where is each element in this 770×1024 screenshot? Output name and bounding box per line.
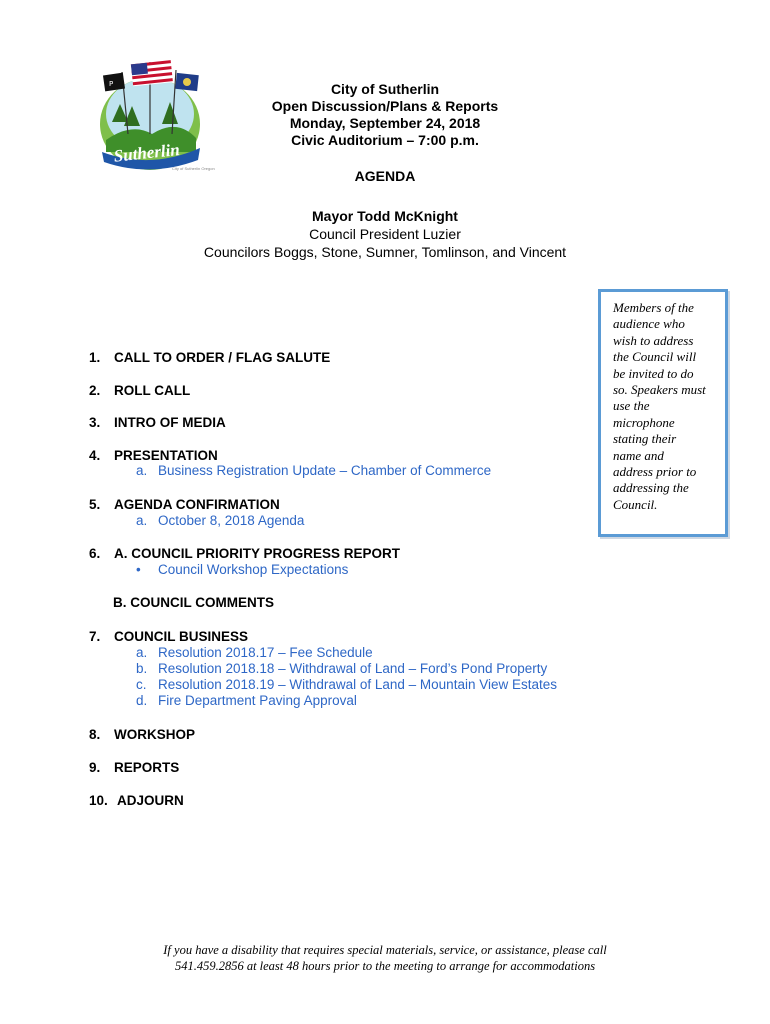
meeting-title: Open Discussion/Plans & Reports [271,98,499,114]
logo-wordmark: Sutherlin [112,139,181,166]
logo-caption: City of Sutherlin Oregon [172,166,215,171]
agenda-item-7c[interactable]: c. Resolution 2018.19 – Withdrawal of Land – Mountain View Estates [136,677,557,692]
agenda-item-2: 2. ROLL CALL [89,383,191,398]
agenda-item-6: 6. A. COUNCIL PRIORITY PROGRESS REPORT [89,546,401,561]
agenda-item-4a[interactable]: a. Business Registration Update – Chamber of Commerce [136,463,492,478]
agenda-item-10: 10. ADJOURN [89,793,184,808]
agenda-heading: AGENDA [354,168,416,184]
agenda-item-3: 3. INTRO OF MEDIA [89,415,226,430]
audience-notice-box [598,289,728,537]
agenda-item-5: 5. AGENDA CONFIRMATION [89,497,280,512]
agenda-item-5a[interactable]: a. October 8, 2018 Agenda [136,513,305,528]
bullet-icon: • [136,562,141,577]
meeting-date: Monday, September 24, 2018 [289,115,481,131]
accessibility-notice-line-2: 541.459.2856 at least 48 hours prior to the meeting to arrange for accommodations [174,959,596,973]
councilors-list: Councilors Boggs, Stone, Sumner, Tomlinson, and Vincent [203,244,567,260]
audience-notice-text: Members of the audience who wish to address the Council will be invited to do so. Speakers must use the microphone stating their name and address prior to addressing the Council. [613,300,706,512]
mayor-name: Mayor Todd McKnight [312,208,458,224]
city-name: City of Sutherlin [330,81,440,97]
council-president: Council President Luzier [309,226,461,242]
agenda-item-4: 4. PRESENTATION [89,448,218,463]
agenda-item-6b: B. COUNCIL COMMENTS [113,595,274,610]
agenda-item-7a[interactable]: a. Resolution 2018.17 – Fee Schedule [136,645,373,660]
agenda-item-6-bullet[interactable]: • Council Workshop Expectations [136,562,349,577]
agenda-item-7b[interactable]: b. Resolution 2018.18 – Withdrawal of Land – Ford’s Pond Property [136,661,548,676]
meeting-venue: Civic Auditorium – 7:00 p.m. [291,132,479,148]
agenda-item-1: 1. CALL TO ORDER / FLAG SALUTE [89,350,331,365]
agenda-item-7: 7. COUNCIL BUSINESS [89,629,249,644]
agenda-item-9: 9. REPORTS [89,760,180,775]
agenda-item-8: 8. WORKSHOP [89,727,195,742]
accessibility-notice-line-1: If you have a disability that requires special materials, service, or assistance, please call [163,943,607,957]
svg-text:P: P [109,80,114,88]
agenda-item-7d[interactable]: d. Fire Department Paving Approval [136,693,357,708]
